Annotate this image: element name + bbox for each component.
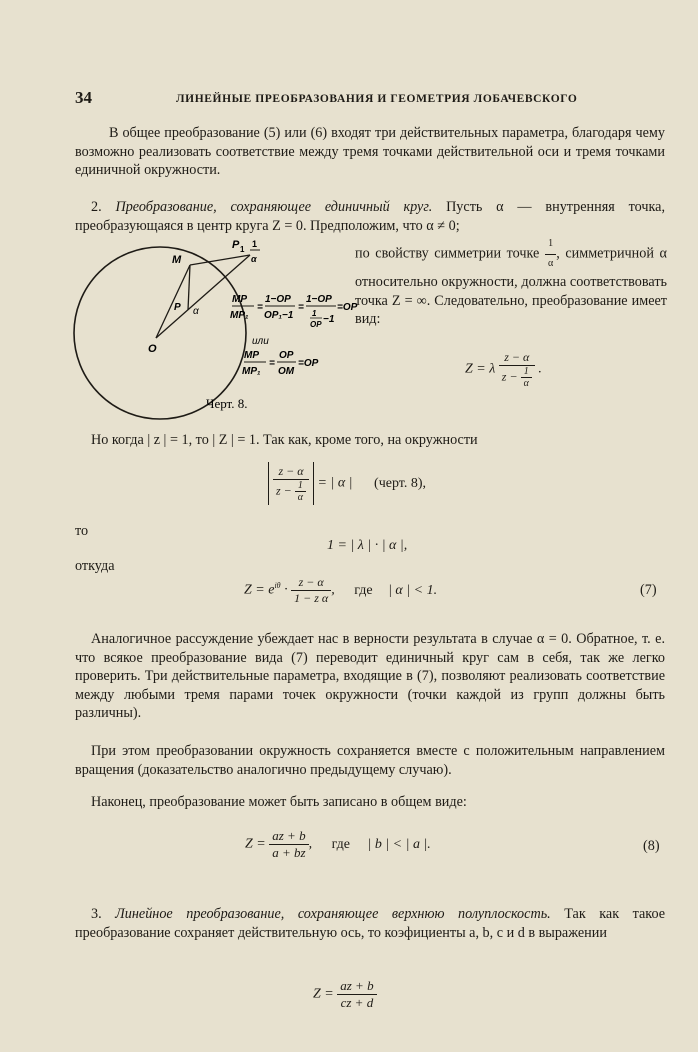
label-P: P [174,302,181,313]
svg-text:MP: MP [244,350,259,361]
segment-MP [188,265,190,310]
equation-last: Z = $\frac{az + b}{cz + d}$ [313,978,377,1011]
label-O: O [148,343,157,355]
label-M: M [172,254,182,266]
svg-text:=: = [257,302,263,313]
label-one: 1 [252,239,258,249]
svg-text:OP: OP [310,320,322,329]
section-2-right-text [355,235,667,329]
paragraph-finally: Наконец, преобразование может быть записано в общем виде: [91,794,467,810]
figure-formula-2 [242,350,319,377]
svg-text:OP: OP [279,350,294,361]
equation-7: $Z = e^{i\theta}$ · $\frac{z - \alpha}{\text{1 − z α}}$ , где | α | < 1. [244,575,438,605]
unit-circle [74,247,246,419]
svg-text:1−OP: 1−OP [306,294,332,305]
section-3-paragraph [75,905,665,942]
svg-text:MP₁: MP₁ [242,366,261,377]
svg-text:1−OP: 1−OP [265,294,291,305]
symmetry-text: по свойству симметрии точке [355,245,540,262]
word-otkuda: откуда [75,558,115,574]
segment-OM [156,265,190,338]
svg-text:=OP: =OP [298,358,319,369]
running-title: ЛИНЕЙНЫЕ ПРЕОБРАЗОВАНИЯ И ГЕОМЕТРИЯ ЛОБАЧЕВСКОГО [176,93,578,105]
paragraph-intro: В общее преобразование (5) или (6) входят три действительных параметра, благодаря чему возможно реализовать соответствие между тремя точками действительной оси и тремя точками единичной окружности. [75,125,665,179]
equation-abs: z − α z − $\frac{1}{\alpha}$ = | α | (черт. 8), [268,462,426,505]
section-2-text: Пусть α — внутренняя точка, преобразующаяся в центр круга Z = 0. Предположим, что α ≠ 0; [75,199,666,234]
section-2-title: Преобразование, сохраняющее единичный круг. [115,199,433,215]
equation-8-number: (8) [643,838,660,854]
section-3-text: Так как такое преобразование сохраняет действительную ось, то коэфициенты a, b, c и d в выражении [75,906,666,941]
label-P1-sub: 1 [240,245,245,254]
svg-text:=: = [298,302,304,313]
figure-8 [60,230,360,430]
svg-text:OP₁−1: OP₁−1 [264,310,294,321]
section-2-number: 2. [91,199,102,215]
svg-text:MP₁: MP₁ [230,310,249,321]
figure-caption: Черт. 8. [206,396,248,411]
paragraph-orientation: При этом преобразовании окружность сохраняется вместе с положительным направлением вращения (доказательство аналогично предыдущему случаю). [75,743,665,778]
svg-text:=OP: =OP [337,302,358,313]
svg-text:1: 1 [312,309,317,318]
equation-8: Z = $\frac{az + b}{a + bz}$ , где | b | < | a |. [245,828,431,860]
paragraph-analogous: Аналогичное рассуждение убеждает нас в верности результата в случае α = 0. Обратное, т. е. что всякое преобразование вида (7) переводит единичный круг сам в себя, так же легко проверить. Три действительные параметра, входящие в (7), позволяют реализовать соответствие между любыми тремя парами точек окружности (точки каждой из групп должны быть различны). [75,631,665,722]
figure-ili: или [252,336,269,347]
one-over-alpha: $\frac{1}{\alpha}$ [545,235,556,273]
page-number: 34 [75,88,92,107]
section-3-title: Линейное преобразование, сохраняющее верхнюю полуплоскость. [115,906,551,922]
svg-text:MP: MP [232,294,247,305]
figure-formula-1 [230,294,358,329]
section-3-number: 3. [91,906,102,922]
label-alpha: α [193,306,199,317]
svg-text:OM: OM [278,366,295,377]
label-a: α [251,254,257,264]
equation-7-number: (7) [640,582,657,598]
word-to: то [75,523,89,539]
symmetry-text-cont: , симметричной α относительно окружности, должна соответствовать точка Z = ∞. Следовательно, преобразование имеет вид: [355,245,667,328]
label-P1: P [232,239,240,251]
svg-text:=: = [269,358,275,369]
svg-text:−1: −1 [323,314,335,325]
equation-transform: Z = λ z − α z − $\frac{1}{\alpha}$ . [465,350,542,389]
equation-one: 1 = | λ | · | α |, [327,538,408,553]
line-but-when: Но когда | z | = 1, то | Z | = 1. Так как, кроме того, на окружности [91,432,478,448]
